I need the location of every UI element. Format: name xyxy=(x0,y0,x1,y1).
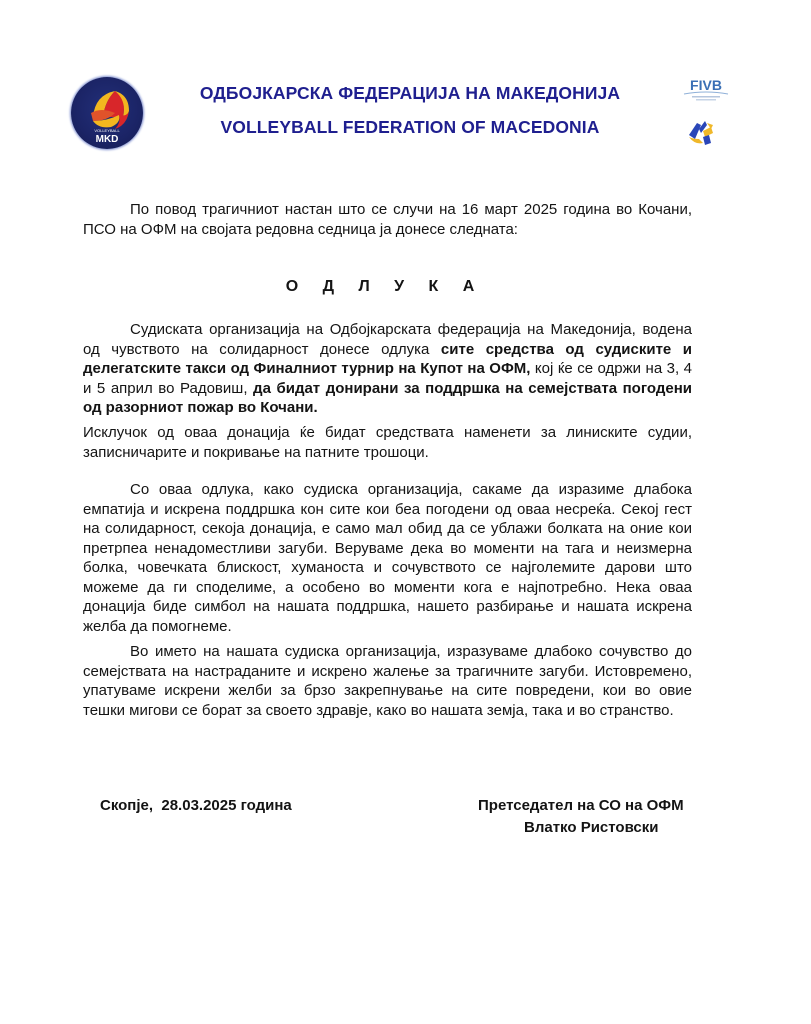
condolences-text: Во името на нашата судиска организација, изразуваме длабоко сочувство до семејствата на настраданите и искрено жалење за трагичните загуби. Истовремено, упатуваме искрени желби за брзо закрепнување на сите повредени, кои во овие тешки мигови се борат за своето здравје, како во нашата земја, така и во странство. xyxy=(83,643,692,719)
federation-title-mk: ОДБОЈКАРСКА ФЕДЕРАЦИЈА НА МАКЕДОНИЈА xyxy=(199,83,621,103)
empathy-paragraph xyxy=(83,480,692,636)
condolences-paragraph xyxy=(83,642,692,720)
decision-heading: О Д Л У К А xyxy=(285,278,485,295)
place-and-date: Скопје, 28.03.2025 година xyxy=(100,797,292,814)
decision-paragraph xyxy=(83,320,692,418)
decision-text-1: Судиската организација на Одбојкарската федерација на Македонија, водена од чувството на солидарност донесе одлука xyxy=(83,321,692,358)
intro-text: По повод трагичниот настан што се случи на 16 март 2025 година во Кочани, ПСО на ОФМ на својата редовна седница ја донесе следната: xyxy=(83,201,692,238)
signatory-title: Претседател на СО на ОФМ xyxy=(478,797,684,814)
svg-text:FIVB: FIVB xyxy=(690,77,722,93)
empathy-text: Со оваа одлука, како судиска организација, сакаме да изразиме длабока емпатија и искрена поддршка кон сите кои беа погодени од оваа несреќа. Секој гест на солидарност, секоја донација, е само мал обид да се ублажи болката на оние кои претрпеа ненадоместливи загуби. Веруваме дека во моменти на тага и неизмерна болка, човечката блискост, хуманоста и сочувството се најголемите дарови што можеме да ги споделиме, а особено во моменти кога е најпотребно. Нека оваа донација биде симбол на нашата поддршка, нашето разбирање и нашата искрена желба да помогнеме. xyxy=(83,481,692,635)
decision-text-bold-2: да бидат донирани за поддршка на семејствата погодени од разорниот пожар во Кочани. xyxy=(83,379,692,416)
signatory-name: Влатко Ристовски xyxy=(524,819,659,836)
svg-text:MKD: MKD xyxy=(95,134,119,145)
exception-text: Исклучок од оваа донација ќе бидат средствата наменети за линиските судии, записничарите и покривање на патните трошоци. xyxy=(83,424,692,461)
decision-text-2: кој ќе се одржи на 3, 4 и 5 април во Радовиш, xyxy=(83,360,692,397)
decision-text-bold-1: сите средства од судиските и делегатските такси од Финалниот турнир на Купот на ОФМ, xyxy=(83,340,692,377)
fivb-logo-icon xyxy=(682,76,730,106)
macedonian-volleyball-emblem-icon xyxy=(685,115,719,149)
intro-paragraph xyxy=(83,200,692,239)
svg-text:VOLLEYBALL: VOLLEYBALL xyxy=(94,128,120,133)
exception-paragraph xyxy=(83,423,692,462)
volleyball-mkd-logo-icon xyxy=(71,77,143,149)
federation-title-en: VOLLEYBALL FEDERATION OF MACEDONIA xyxy=(220,117,600,137)
